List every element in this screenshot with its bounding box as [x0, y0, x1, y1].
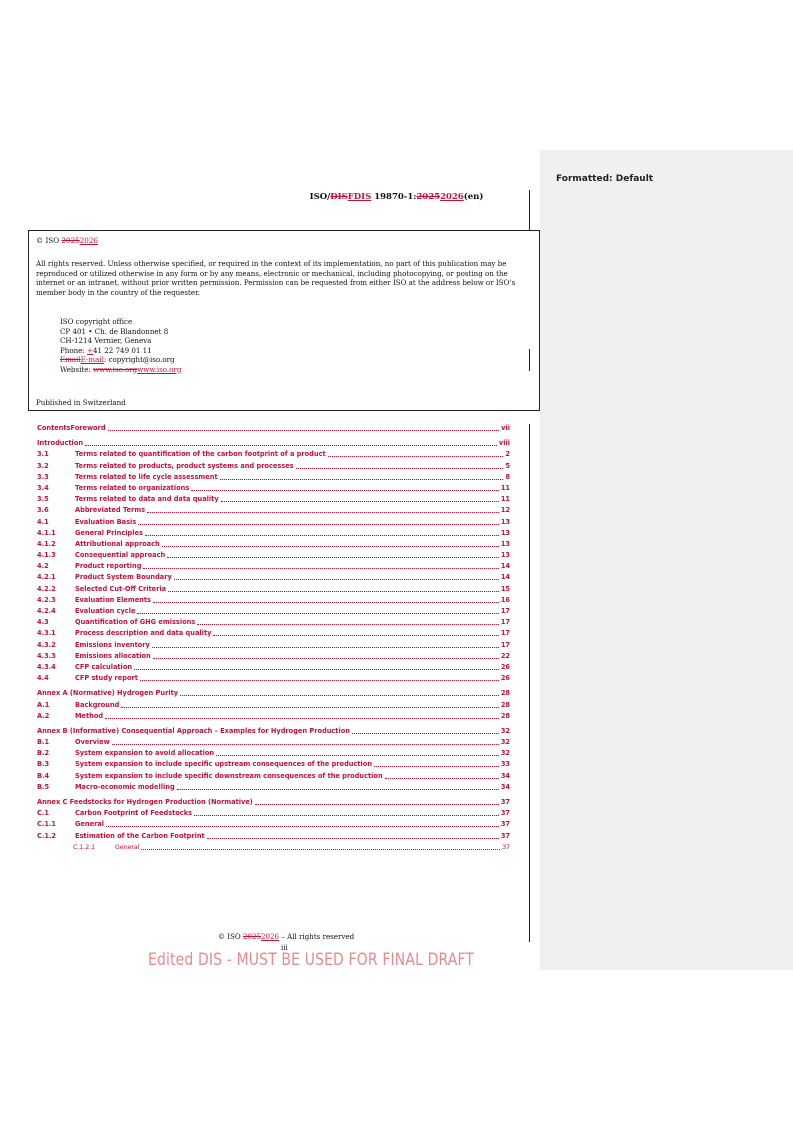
toc-leader-dots	[168, 591, 499, 592]
toc-entry[interactable]	[37, 797, 510, 808]
toc-entry-page: 16	[500, 595, 510, 604]
toc-entry-number: 4.2.2	[37, 584, 56, 593]
toc-entry[interactable]	[37, 595, 510, 606]
toc-entry-title: Estimation of the Carbon Footprint	[75, 831, 205, 840]
toc-entry-number: 3.1	[37, 450, 49, 459]
toc-entry[interactable]	[37, 539, 510, 550]
toc-entry[interactable]	[37, 651, 510, 662]
toc-entry-number: B.4	[37, 771, 50, 780]
toc-entry-page: 14	[500, 573, 510, 582]
toc-entry-title: Product reporting	[75, 562, 142, 571]
toc-entry-number: 3.3	[37, 472, 49, 481]
toc-entry-page: 26	[500, 662, 510, 671]
toc-leader-dots	[191, 490, 499, 491]
header-prefix: ISO/	[309, 192, 331, 202]
toc-entry-title: Overview	[75, 738, 110, 747]
office-name: ISO copyright office	[60, 317, 133, 326]
toc-entry-number: 4.2.1	[37, 573, 56, 582]
toc-leader-dots	[140, 680, 499, 681]
toc-entry[interactable]	[37, 688, 510, 699]
toc-entry-title: Background	[75, 700, 120, 709]
header-deleted-stage: DIS	[330, 192, 348, 202]
toc-entry-title: Quantification of GHG emissions	[75, 618, 196, 627]
toc-entry-page: 34	[500, 782, 510, 791]
toc-entry-title: Consequential approach	[75, 551, 166, 560]
page-number: iii	[281, 944, 288, 952]
toc-leader-dots	[221, 501, 499, 502]
toc-entry-page: 13	[500, 551, 510, 560]
toc-entry-page: 37	[500, 820, 510, 829]
toc-leader-dots	[220, 479, 503, 480]
header-suffix: (en)	[463, 192, 484, 202]
toc-entry[interactable]	[37, 461, 510, 472]
toc-entry-title: Annex C Feedstocks for Hydrogen Production (Normative)	[37, 798, 253, 806]
toc-entry-page: viii	[498, 439, 510, 448]
toc-entry[interactable]	[37, 606, 510, 617]
header-number: 19870-1:	[371, 192, 417, 202]
toc-entry[interactable]	[37, 771, 510, 782]
toc-entry-page: 37	[502, 843, 510, 851]
phone-line: Phone: +41 22 749 01 11	[60, 345, 152, 355]
toc-entry-number: 4.1	[37, 517, 49, 526]
toc-entry-title: Product System Boundary	[75, 573, 172, 582]
toc-entry[interactable]	[37, 673, 510, 684]
toc-entry[interactable]	[37, 438, 510, 449]
address-line-2: CH-1214 Vernier, Geneva	[60, 336, 152, 345]
toc-entry-title: Annex B (Informative) Consequential Approach – Examples for Hydrogen Production	[37, 726, 350, 735]
comment-pane	[540, 150, 793, 970]
toc-entry[interactable]	[37, 528, 510, 539]
toc-entry[interactable]	[37, 819, 510, 830]
toc-entry-page: 28	[500, 711, 510, 720]
table-of-contents	[37, 423, 510, 853]
toc-entry[interactable]	[37, 748, 510, 759]
copyright-office-address	[60, 317, 181, 374]
toc-leader-dots	[197, 624, 499, 625]
website-link-deleted[interactable]: www.iso.org	[93, 364, 138, 374]
toc-entry-number: B.5	[37, 782, 50, 791]
toc-entry[interactable]	[37, 617, 510, 628]
toc-entry-number: 3.2	[37, 461, 49, 470]
website-line: Website: www.iso.orgwww.iso.org	[60, 364, 182, 374]
toc-entry-number: C.1.1	[37, 820, 57, 829]
toc-entry-title: System expansion to include specific downstream consequences of the production	[75, 771, 383, 780]
copyright-line: © ISO 20252026	[36, 236, 99, 245]
footer-deleted-year: 2025	[242, 932, 262, 941]
toc-entry-title: Selected Cut-Off Criteria	[75, 584, 167, 593]
toc-leader-dots	[145, 535, 499, 536]
toc-entry-number: 4.3	[37, 618, 49, 627]
toc-leader-dots	[143, 568, 499, 569]
published-in: Published in Switzerland	[36, 398, 126, 407]
toc-entry-page: 13	[500, 528, 510, 537]
toc-entry-title: Evaluation Basis	[75, 517, 137, 526]
toc-entry[interactable]	[37, 726, 510, 737]
toc-entry-page: 32	[500, 738, 510, 747]
toc-entry-page: 32	[500, 749, 510, 758]
toc-entry-page: 34	[500, 771, 510, 780]
toc-entry-title: Macro-economic modelling	[75, 782, 175, 791]
comment-balloon-title: Formatted: Default	[556, 174, 654, 184]
toc-leader-dots	[177, 789, 499, 790]
toc-entry-number: 4.3.3	[37, 651, 56, 660]
toc-leader-dots	[374, 766, 499, 767]
toc-leader-dots	[216, 755, 499, 756]
toc-entry-number: 3.6	[37, 506, 49, 515]
toc-entry[interactable]	[37, 483, 510, 494]
toc-entry-title: Evaluation cycle	[75, 607, 136, 615]
toc-entry[interactable]	[37, 628, 510, 639]
toc-leader-dots	[167, 557, 499, 558]
toc-entry[interactable]	[37, 759, 510, 770]
toc-entry-page: 33	[500, 760, 510, 769]
header-deleted-year: 2025	[416, 192, 441, 202]
toc-entry-page: 12	[500, 506, 510, 515]
toc-entry-number: 4.3.2	[37, 640, 56, 649]
toc-entry-page: 2	[505, 450, 510, 459]
toc-entry-page: 26	[500, 674, 510, 683]
toc-leader-dots	[385, 778, 499, 779]
toc-entry[interactable]	[37, 831, 510, 842]
header-inserted-stage: FDIS	[347, 192, 372, 202]
toc-entry-title: Terms related to organizations	[75, 483, 190, 492]
toc-entry-number: A.1	[37, 700, 50, 709]
toc-entry[interactable]	[37, 584, 510, 595]
toc-entry-page: 22	[500, 651, 510, 660]
toc-entry-number: 4.2.3	[37, 595, 56, 604]
toc-entry[interactable]	[37, 494, 510, 505]
toc-entry[interactable]	[37, 737, 510, 748]
toc-entry-number: C.1.2.1	[73, 843, 96, 851]
toc-entry-title: Terms related to quantification of the carbon footprint of a product	[75, 450, 326, 459]
toc-entry-page: 37	[500, 809, 510, 818]
toc-entry-title: CFP calculation	[75, 662, 133, 671]
footer-inserted-year: 2026	[261, 932, 280, 941]
toc-leader-dots	[138, 524, 499, 525]
toc-entry[interactable]	[37, 711, 510, 722]
toc-entry-number: C.1	[37, 809, 49, 818]
inserted-year: 2026	[79, 236, 99, 245]
toc-entry-title: Emissions inventory	[75, 640, 150, 649]
toc-entry[interactable]	[37, 808, 510, 819]
toc-entry-page: 37	[500, 798, 510, 806]
toc-entry-title: Process description and data quality	[75, 629, 212, 638]
page-header	[0, 192, 793, 202]
toc-entry[interactable]	[37, 662, 510, 673]
toc-entry[interactable]	[37, 472, 510, 483]
deleted-year: 2025	[61, 236, 80, 245]
toc-entry-number: 4.3.4	[37, 662, 56, 671]
toc-entry[interactable]	[37, 550, 510, 561]
website-link[interactable]: www.iso.org	[137, 364, 182, 374]
toc-leader-dots	[194, 815, 499, 816]
toc-entry-page: 5	[505, 461, 510, 470]
toc-entry[interactable]	[37, 517, 510, 528]
toc-leader-dots	[153, 658, 499, 659]
toc-leader-dots	[108, 430, 499, 431]
toc-leader-dots	[207, 838, 499, 839]
change-bar	[529, 424, 530, 942]
toc-entry-title: System expansion to include specific upstream consequences of the production	[75, 760, 373, 769]
page-footer: © ISO 20252026 – All rights reserved	[217, 932, 355, 941]
draft-watermark: Edited DIS - MUST BE USED FOR FINAL DRAFT	[148, 950, 475, 970]
address-line-1: CP 401 • Ch. de Blandonnet 8	[60, 326, 169, 336]
toc-leader-dots	[328, 456, 503, 457]
toc-entry-page: 8	[505, 472, 510, 481]
toc-entry[interactable]	[37, 423, 510, 434]
toc-entry[interactable]	[37, 700, 510, 711]
toc-entry-page: 13	[500, 517, 510, 526]
toc-leader-dots	[121, 707, 499, 708]
toc-leader-dots	[174, 579, 499, 580]
toc-entry-title: Abbreviated Terms	[75, 506, 146, 515]
toc-entry-number: 4.2.4	[37, 607, 56, 615]
toc-entry-page: 17	[500, 640, 510, 649]
toc-entry-page: 17	[500, 629, 510, 638]
toc-leader-dots	[106, 826, 499, 827]
toc-entry-title: General Principles	[75, 528, 143, 537]
toc-entry[interactable]	[37, 640, 510, 651]
toc-entry-title: Terms related to data and data quality	[75, 495, 219, 504]
rights-paragraph: All rights reserved. Unless otherwise specified, or required in the context of its implementation, no part of this publication may be reproduced or utilized otherwise in any form or by any means, electronic or mechanical, including photocopying, or posting on the internet or an intranet, without prior written permission. Permission can be requested from either ISO at the address below or ISO’s member body in the country of the requester.	[36, 259, 516, 297]
toc-entry-title: CFP study report	[75, 674, 138, 683]
toc-entry[interactable]	[37, 842, 510, 853]
toc-entry-page: 15	[500, 584, 510, 593]
toc-entry-number: 4.4	[37, 674, 49, 683]
toc-entry-page: 11	[500, 495, 510, 504]
toc-entry-page: 37	[500, 831, 510, 840]
toc-entry-number: 4.1.2	[37, 539, 56, 548]
toc-leader-dots	[162, 546, 499, 547]
toc-leader-dots	[180, 695, 499, 696]
toc-entry-title: Terms related to life cycle assessment	[75, 472, 218, 481]
toc-entry-page: 11	[500, 483, 510, 492]
toc-entry-page: vii	[501, 424, 510, 432]
toc-entry[interactable]	[37, 561, 510, 572]
toc-entry-title: Terms related to products, product systems and processes	[75, 461, 294, 470]
toc-leader-dots	[85, 445, 497, 446]
toc-entry-page: 28	[500, 700, 510, 709]
toc-entry-title: General	[75, 820, 105, 829]
toc-entry-title: System expansion to avoid allocation	[75, 749, 215, 758]
toc-entry-number: 4.3.1	[37, 629, 56, 638]
toc-entry[interactable]	[37, 782, 510, 793]
toc-entry-number: B.3	[37, 760, 50, 769]
toc-entry-page: 32	[500, 726, 510, 735]
toc-leader-dots	[153, 602, 499, 603]
toc-entry-page: 13	[500, 539, 510, 548]
toc-leader-dots	[112, 744, 499, 745]
toc-leader-dots	[255, 804, 499, 805]
toc-entry-title: ContentsForeword	[37, 424, 106, 432]
toc-entry-title: Annex A (Normative) Hydrogen Purity	[37, 689, 179, 698]
email-line: EmailE-mail: copyright@iso.org	[60, 355, 175, 364]
toc-leader-dots	[152, 647, 499, 648]
toc-leader-dots	[213, 635, 499, 636]
toc-entry[interactable]	[37, 449, 510, 460]
toc-entry-number: 3.4	[37, 483, 49, 492]
toc-leader-dots	[147, 512, 499, 513]
toc-leader-dots	[296, 468, 503, 469]
toc-entry-title: Carbon Footprint of Feedstocks	[75, 809, 193, 818]
toc-entry-number: 4.1.1	[37, 528, 56, 537]
toc-leader-dots	[134, 669, 499, 670]
toc-entry-number: C.1.2	[37, 831, 57, 840]
toc-entry-title: General	[115, 843, 140, 851]
toc-entry-title: Introduction	[37, 439, 84, 448]
toc-entry-number: 3.5	[37, 495, 49, 504]
toc-entry[interactable]	[37, 572, 510, 583]
toc-entry-title: Evaluation Elements	[75, 595, 151, 604]
toc-entry-title: Emissions allocation	[75, 651, 151, 660]
header-inserted-year: 2026	[440, 192, 464, 202]
toc-entry-title: Method	[75, 711, 104, 720]
toc-leader-dots	[105, 718, 499, 719]
toc-leader-dots	[141, 849, 500, 850]
toc-entry-page: 17	[500, 607, 510, 615]
toc-entry-title: Attributional approach	[75, 539, 160, 548]
toc-entry-page: 17	[500, 618, 510, 627]
toc-leader-dots	[352, 733, 499, 734]
toc-entry-number: B.1	[37, 738, 50, 747]
toc-entry-page: 28	[500, 689, 510, 698]
toc-entry-number: B.2	[37, 749, 50, 758]
toc-leader-dots	[137, 613, 499, 614]
toc-entry-number: A.2	[37, 711, 50, 720]
toc-entry-number: 4.1.3	[37, 551, 56, 560]
toc-entry[interactable]	[37, 505, 510, 516]
toc-entry-number: 4.2	[37, 562, 49, 571]
toc-entry-page: 14	[500, 562, 510, 571]
